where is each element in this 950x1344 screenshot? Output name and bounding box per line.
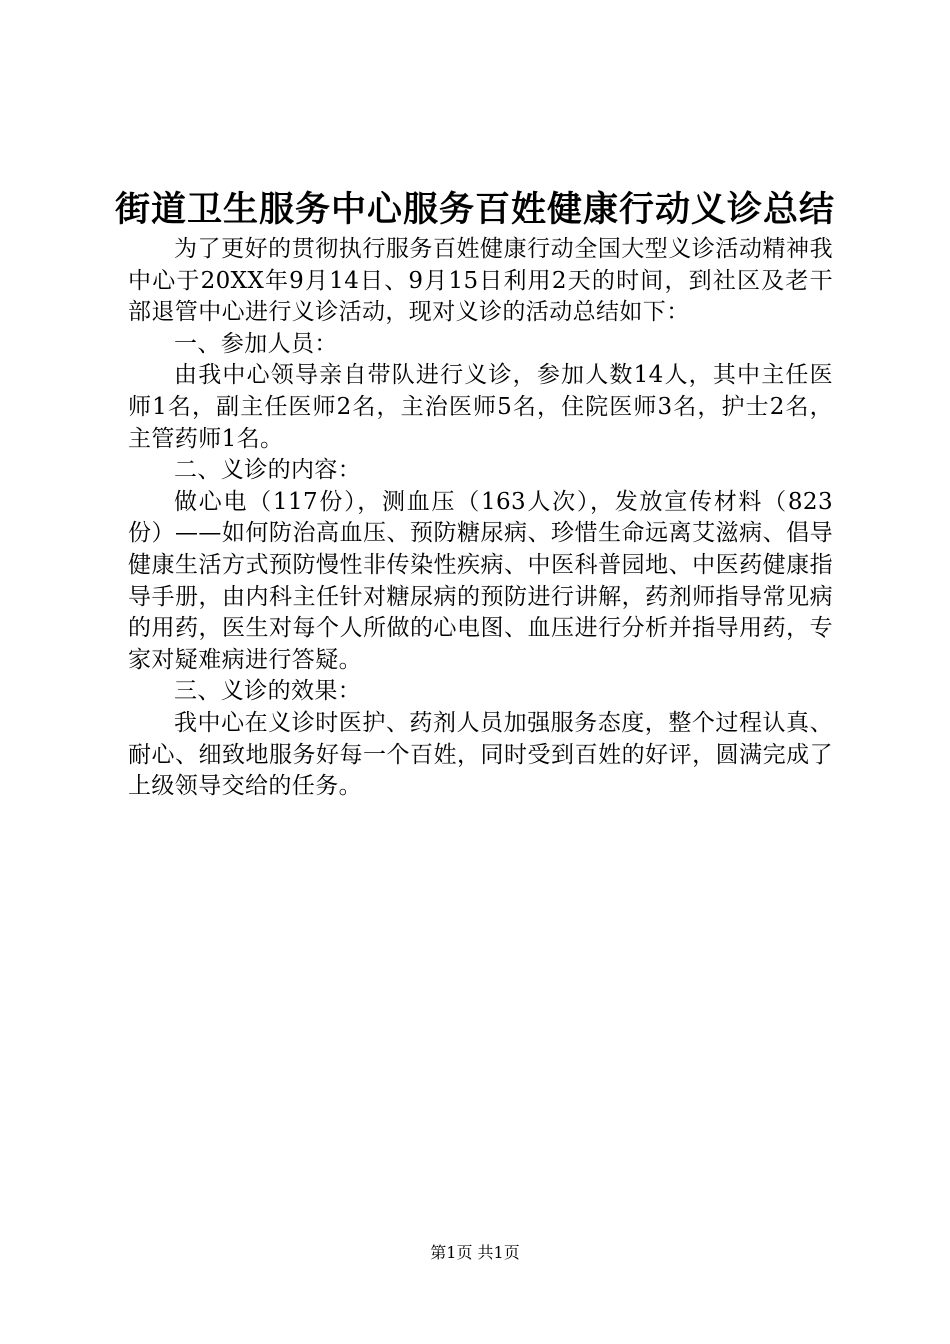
section-heading-participants: 一、参加人员： [174, 330, 338, 357]
document-body [128, 234, 833, 803]
participants-paragraph: 由我中心领导亲自带队进行义诊，参加人数14人，其中主任医师1名，副主任医师2名，主治医师5名，住院医师3名，护士2名，主管药师1名。 [128, 362, 833, 452]
document-title: 街道卫生服务中心服务百姓健康行动义诊总结 [114, 189, 835, 230]
page-footer: 第1页 共1页 [430, 1243, 520, 1262]
effect-paragraph: 我中心在义诊时医护、药剂人员加强服务态度，整个过程认真、耐心、细致地服务好每一个百姓，同时受到百姓的好评，圆满完成了上级领导交给的任务。 [128, 709, 833, 800]
content-paragraph: 做心电（117份），测血压（163人次），发放宣传材料（823份）——如何防治高血压、预防糖尿病、珍惜生命远离艾滋病、倡导健康生活方式预防慢性非传染性疾病、中医科普园地、中医药健康指导手册，由内科主任针对糖尿病的预防进行讲解，药剂师指导常见病的用药，医生对每个人所做的心电图、血压进行分析并指导用药，专家对疑难病进行答疑。 [128, 488, 833, 673]
section-heading-effect: 三、义诊的效果： [174, 678, 362, 705]
intro-paragraph: 为了更好的贯彻执行服务百姓健康行动全国大型义诊活动精神我中心于20XX年9月14日、9月15日利用2天的时间，到社区及老干部退管中心进行义诊活动，现对义诊的活动总结如下： [128, 236, 833, 326]
section-heading-content: 二、义诊的内容： [174, 457, 362, 484]
